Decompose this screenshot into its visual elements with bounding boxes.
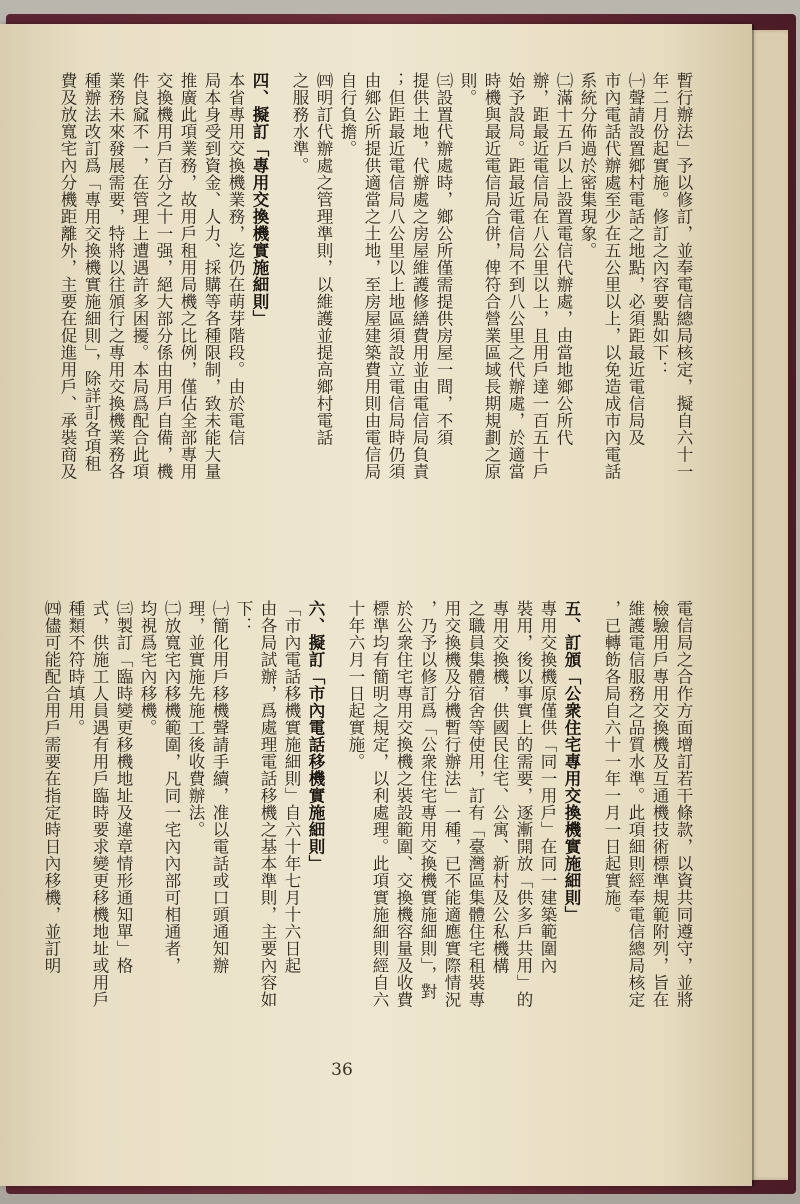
text-column: 時機與最近電信局合併，俾符合營業區域長期規劃之原 [482,72,501,480]
text-column: 電信局之合作方面增訂若干條款，以資共同遵守，並將 [674,600,693,1008]
text-column: ㈠聲請設置鄉村電話之地點，必須距最近電信局及 [626,72,645,446]
text-column: ㈣儘可能配合用戶需要在指定時日內移機，並訂明 [42,600,61,974]
text-column: 系統分佈過於密集現象。 [578,72,597,259]
text-column: 下： [234,600,253,634]
text-column: 提供土地，代辦處之房屋維護修繕費用並由電信局負責 [410,72,429,480]
text-column: 本省專用交換機業務，迄仍在萌芽階段。由於電信 [226,72,245,446]
text-column [584,600,598,1040]
text-column: 交換機用戶百分之十一强，絕大部分係由用戶自備，機 [154,72,173,480]
text-column: ㈠簡化用戶移機聲請手續，准以電話或口頭通知辦 [210,600,229,974]
bottom-text-block [40,600,694,1040]
text-column: 由各局試辦，爲處理電話移機之基本準則，主要內容如 [258,600,277,1008]
section-heading: 五、訂頒「公衆住宅專用交換機實施細則」 [562,600,581,923]
text-column: 則。 [458,72,477,106]
text-column: 十年六月一日起實施。 [346,600,365,770]
text-column [328,600,342,1040]
text-column: 市內電話代辦處至少在五公里以上，以免造成市內電話 [602,72,621,480]
text-column: 年二月份起實施。修訂之內容要點如下： [650,72,669,378]
text-column: 始予設局。距最近電信局不到八公里之代辦處，於適當 [506,72,525,480]
page-number: 36 [331,1060,353,1080]
text-column: 暫行辦法」予以修訂，並奉電信總局核定，擬自六十一 [674,72,693,480]
text-column: ；但距最近電信局八公里以上地區須設立電信局時仍須 [386,72,405,480]
text-column: 自行負擔。 [338,72,357,157]
section-heading: 六、擬訂「市內電話移機實施細則」 [306,600,325,872]
top-text-block [56,72,694,592]
text-column: 種辦法改訂爲「專用交換機實施細則」，除詳訂各項租 [82,72,101,472]
text-column: 種類不符時填用。 [66,600,85,736]
text-column: 業務未來發展需要，特將以往頒行之專用交換機業務各 [106,72,125,480]
text-column: 辦，距最近電信局在八公里以上，且用戶達一百五十戶 [530,72,549,480]
text-column: ，已轉飭各局自六十一年一月一日起實施。 [602,600,621,923]
page-edges [752,30,788,1180]
text-column: 之服務水準。 [290,72,309,174]
text-column: 件良窳不一，在管理上遭遇許多困擾。本局爲配合此項 [130,72,149,480]
gutter-shadow [752,24,754,1186]
text-column: ㈢設置代辦處時，鄉公所僅需提供房屋一間，不須 [434,72,453,446]
text-column: 局本身受到資金、人力、採購等各種限制，致未能大量 [202,72,221,480]
text-column [272,72,286,592]
text-column: 之職員集體宿舍等使用，訂有「臺灣區集體住宅租裝專 [466,600,485,1008]
text-column: ㈡放寬宅內移機範圍，凡同一宅內內部可相通者， [162,600,181,974]
text-column: 「市內電話移機實施細則」自六十年七月十六日起 [282,600,301,974]
text-column: 於公衆住宅專用交換機之裝設範圍、交換機容量及收費 [394,600,413,1008]
text-column: ，乃予以修訂爲「公衆住宅專用交換機實施細則」，對 [418,600,437,1000]
text-column: 均視爲宅內移機。 [138,600,157,736]
text-column: 標準均有簡明之規定，以利處理。此項實施細則經自六 [370,600,389,1008]
text-column: 專用交換機原僅供「同一用戶」在同一建築範圍內 [538,600,557,974]
text-column: 由鄉公所提供適當之土地，至房屋建築費用則由電信局 [362,72,381,480]
text-column: 專用交換機，供國民住宅、公寓、新村及公私機構 [490,600,509,974]
text-column: 推廣此項業務，故用戶租用局機之比例，僅佔全部專用 [178,72,197,480]
text-column: 式，供施工人員遇有用戶臨時要求變更移機地址或用戶 [90,600,109,1008]
text-column: 維護電信服務之品質水準。此項細則經奉電信總局核定 [626,600,645,1008]
section-heading: 四、擬訂「專用交換機實施細則」 [250,72,269,327]
text-column: ㈢製訂「臨時變更移機地址及違章情形通知單」格 [114,600,133,974]
text-column: 用交換機及分機暫行辦法」一種，已不能適應實際情況 [442,600,461,1008]
text-column: ㈡滿十五戶以上設置電信代辦處，由當地鄉公所代 [554,72,573,446]
text-column: 理，並實施先施工後收費辦法。 [186,600,205,838]
text-column: ㈣明訂代辦處之管理準則，以維護並提高鄉村電話 [314,72,333,446]
text-column: 費及放寬宅內分機距離外，主要在促進用戶、承裝商及 [58,72,77,480]
text-column: 裝用，後以事實上的需要，逐漸開放「供多戶共用」的 [514,600,533,1008]
text-column: 檢驗用戶專用交換機及互通機技術標準規範附列，旨在 [650,600,669,1008]
